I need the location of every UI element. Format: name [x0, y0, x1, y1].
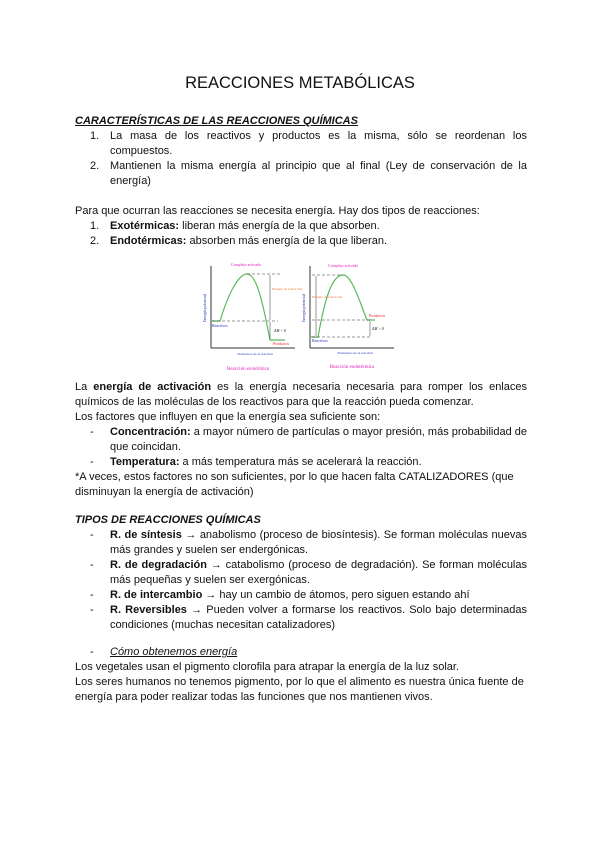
list-item: - Temperatura: a más temperatura más se acelerará la reacción. [90, 456, 422, 468]
section-characteristics [75, 114, 527, 189]
section-types-energy [75, 204, 527, 249]
svg-text:ΔH < 0: ΔH < 0 [274, 328, 286, 333]
energy-diagram [200, 258, 410, 373]
svg-text:Energía de activación: Energía de activación [312, 295, 343, 299]
list-item: - Cómo obtenemos energía [90, 646, 238, 658]
svg-text:Energía de activación: Energía de activación [272, 287, 303, 291]
list-item: - R. Reversibles → Pueden volver a formarse los reactivos. Solo bajo determinadas condiciones (muchas necesitan catalizadores) [90, 604, 527, 631]
section-heading: TIPOS DE REACCIONES QUÍMICAS [75, 514, 261, 526]
svg-text:Productos: Productos [369, 313, 385, 318]
svg-text:Productos: Productos [273, 341, 289, 346]
svg-text:Complejo activado: Complejo activado [327, 263, 359, 268]
svg-text:Energía potencial: Energía potencial [202, 293, 207, 323]
svg-text:Reacción exotérmica: Reacción exotérmica [226, 367, 270, 372]
note: *A veces, estos factores no son suficientes, por lo que hacen falta CATALIZADORES (que disminuyan la energía de activación) [75, 471, 514, 498]
exothermic-chart [202, 262, 303, 372]
svg-text:Transcurso de la reacción: Transcurso de la reacción [337, 351, 373, 355]
svg-text:Transcurso de la reacción: Transcurso de la reacción [237, 352, 273, 356]
paragraph: Los seres humanos no tenemos pigmento, por lo que el alimento es nuestra única fuente de energía para poder realizar todas las funciones que nos mantienen vivos. [75, 676, 524, 703]
svg-text:ΔH > 0: ΔH > 0 [372, 326, 384, 331]
list-item: 2. Endotérmicas: absorben más energía de la que liberan. [90, 235, 387, 247]
list-item: - R. de síntesis → anabolismo (proceso de biosíntesis). Se forman moléculas nuevas más grandes y suelen ser endergónicas. [90, 529, 527, 556]
svg-text:Reactivos: Reactivos [212, 323, 228, 328]
list-item: - R. de intercambio → hay un cambio de átomos, pero siguen estando ahí [90, 589, 470, 601]
paragraph: Los factores que influyen en que la energía sea suficiente son: [75, 411, 381, 423]
endothermic-curve [311, 275, 375, 337]
paragraph: Los vegetales usan el pigmento clorofila para atrapar la energía de la luz solar. [75, 661, 460, 673]
svg-text:Reactivos: Reactivos [312, 338, 328, 343]
endothermic-chart [301, 263, 394, 370]
page-title: REACCIONES METABÓLICAS [185, 74, 415, 92]
list-item: 2. Mantienen la misma energía al principio que al final (Ley de conservación de la energía) [90, 160, 527, 187]
svg-text:Reacción endotérmica: Reacción endotérmica [329, 365, 375, 370]
list-item: - R. de degradación → catabolismo (proceso de degradación). Se forman moléculas más pequeñas y suelen ser exergónicas. [90, 559, 527, 586]
svg-text:Energía potencial: Energía potencial [301, 293, 306, 323]
section-energy [75, 645, 527, 705]
list-item: 1. La masa de los reactivos y productos es la misma, sólo se reordenan los compuestos. [90, 130, 527, 157]
paragraph: La energía de activación es la energía necesaria necesaria para romper los enlaces químicos de las moléculas de los reactivos para que la reacción pueda comenzar. [75, 381, 527, 408]
section-activation [75, 380, 527, 500]
section-heading: CARACTERÍSTICAS DE LAS REACCIONES QUÍMICAS [75, 115, 358, 127]
svg-text:Complejo activado: Complejo activado [230, 262, 262, 267]
list-item: 1. Exotérmicas: liberan más energía de la que absorben. [90, 220, 380, 232]
section-reaction-types [75, 513, 527, 633]
list-item: - Concentración: a mayor número de partículas o mayor presión, más probabilidad de que coincidan. [90, 426, 527, 453]
paragraph: Para que ocurran las reacciones se necesita energía. Hay dos tipos de reacciones: [75, 205, 480, 217]
